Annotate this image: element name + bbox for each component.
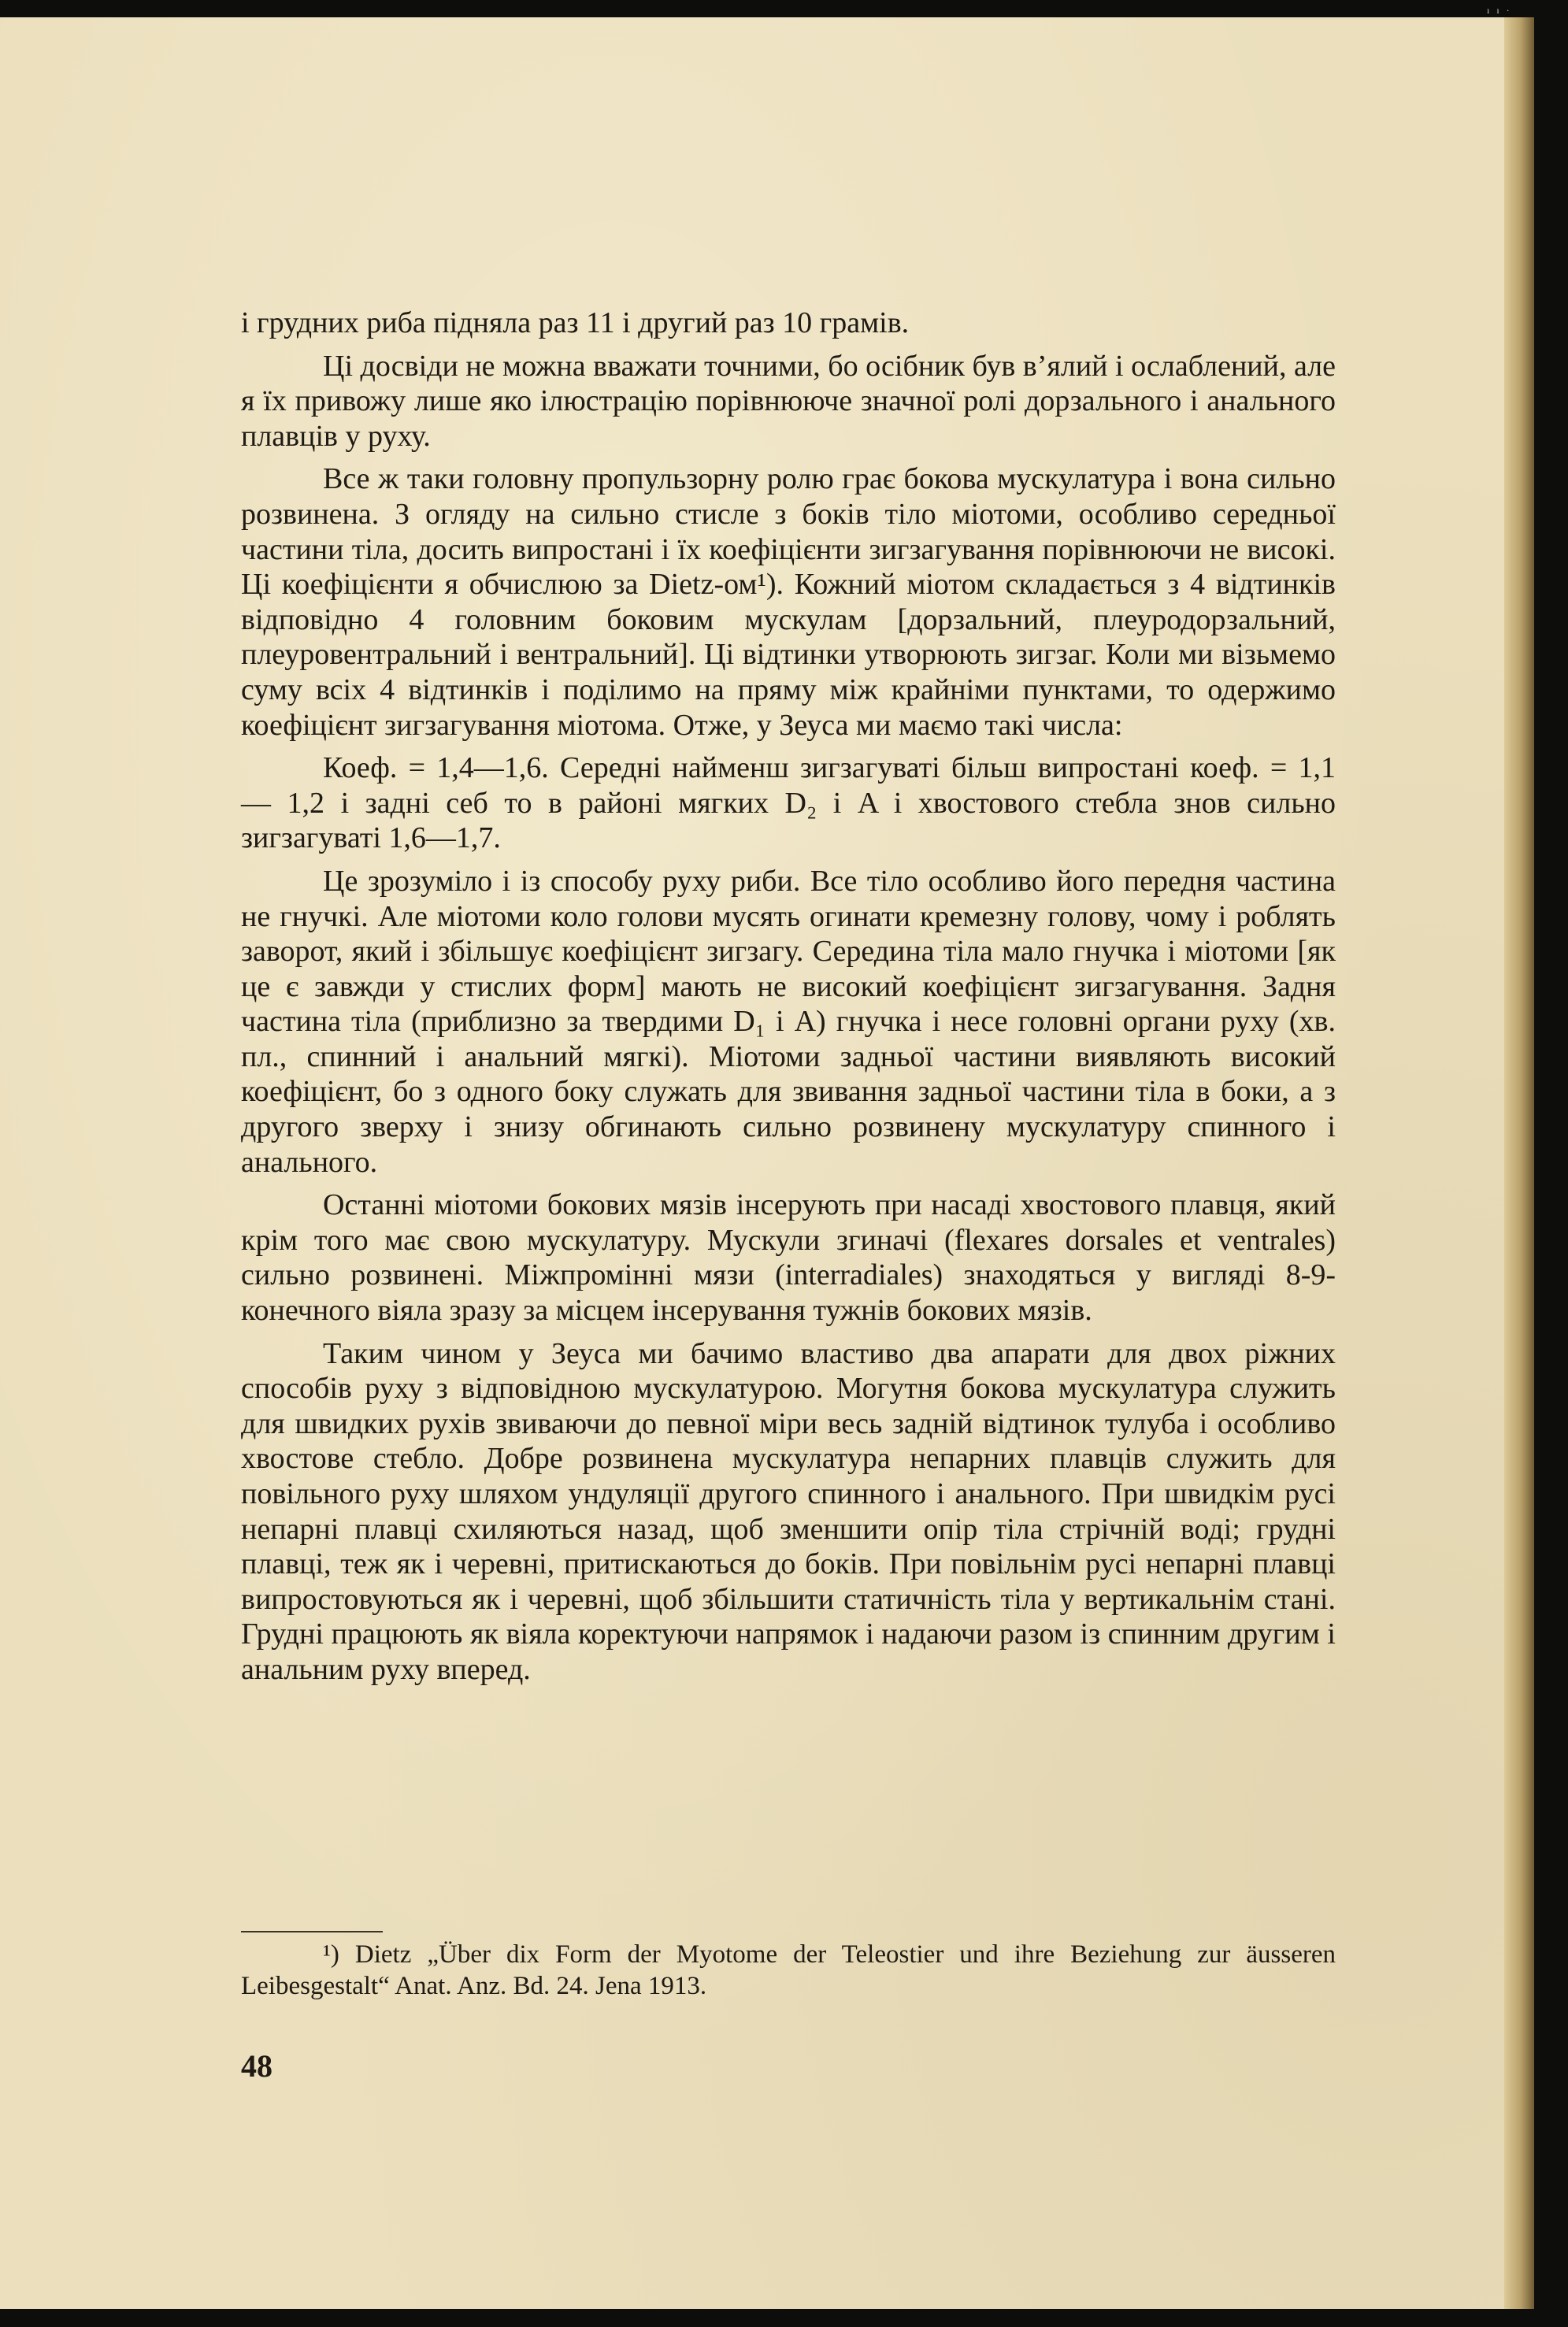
footnote: ¹) Dietz „Über dix Form der Myotome der Teleostier und ihre Beziehung zur äusseren Leibesgestalt“ Anat. Anz. Bd. 24. Jena 1913. bbox=[241, 1940, 1336, 2000]
body-text bbox=[241, 306, 1336, 1695]
page-number: 48 bbox=[241, 2048, 272, 2084]
paragraph-1: і грудних риба підняла раз 11 і другий раз 10 грамів. bbox=[241, 306, 910, 339]
footnote-rule bbox=[241, 1931, 383, 1932]
corner-marks: ı ı · bbox=[1487, 5, 1512, 16]
paragraph-2: Ці досвіди не можна вважати точними, бо осібник був в’ялий і ослаблений, але я їх привожу лише яко ілюстрацію порівнююче значної ролі дорзального і анального плавців у руху. bbox=[241, 349, 1336, 453]
paragraph-6: Останні міотоми бокових мязів інсерують при насаді хвостового плавця, який крім того має свою мускулатуру. Мускули згиначі (flexares dorsales et ventrales) сильно розвинені. Міжпромінні мязи (interradiales) знаходяться у вигляді 8-9-конечного віяла зразу за місцем інсерування тужнів бокових мязів. bbox=[241, 1188, 1336, 1328]
paragraph-3: Все ж таки головну пропульзорну ролю грає бокова мускулатура і вона сильно розвинена. З огляду на сильно стисле з боків тіло міотоми, особливо середньої частини тіла, досить випростані і їх коефіцієнти зигзагування порівнюючи не високі. Ці коефіцієнти я обчислюю за Dietz-ом¹). Кожний міотом складається з 4 відтинків відповідно 4 головним боковим мускулам [дорзальний, плеуродорзальний, плеуровентральний і вентральний]. Ці відтинки утворюють зигзаг. Коли ми візьмемо суму всіх 4 відтинків і поділимо на пряму між крайніми пунктами, то одержимо коефіцієнт зигзагування міотома. Отже, у Зеуса ми маємо такі числа: bbox=[241, 462, 1336, 742]
page-edge-shadow bbox=[1504, 17, 1534, 2309]
paragraph-4: Коеф. = 1,4—1,6. Середні найменш зигзагуваті більш випростані коеф. = 1,1 — 1,2 і задні себ то в районі мягких D₂ і A і хвостового стебла знов сильно зигзагуваті 1,6—1,7. bbox=[241, 751, 1336, 855]
paragraph-7: Таким чином у Зеуса ми бачимо властиво два апарати для двох ріжних способів руху з відповідною мускулатурою. Могутня бокова мускулатура служить для швидких рухів звиваючи до певної міри весь задній відтинок тулуба і особливо хвостове стебло. Добре розвинена мускулатура непарних плавців служить для повільного руху шляхом ундуляції другого спинного і анального. При швидкім русі непарні плавці схиляються назад, щоб зменшити опір тіла стрічній воді; грудні плавці, теж як і черевні, притискаються до боків. При повільнім русі непарні плавці випростовуються як і черевні, щоб збільшити статичність тіла у вертикальнім стані. Грудні працюють як віяла коректуючи напрямок і надаючи разом із спинним другим і анальним руху вперед. bbox=[241, 1336, 1336, 1686]
paragraph-5: Це зрозуміло і із способу руху риби. Все тіло особливо його передня частина не гнучкі. Але міотоми коло голови мусять огинати кремезну голову, чому і роблять заворот, який і збільшує коефіцієнт зигзагу. Середина тіла мало гнучка і міотоми [як це є завжди у стислих форм] мають не високий коефіцієнт зигзагування. Задня частина тіла (приблизно за твердими D₁ і A) гнучка і несе головні органи руху (хв. пл., спинний і анальний мягкі). Міотоми задньої частини виявляють високий коефіцієнт, бо з одного боку служать для звивання задньої частини тіла в боки, а з другого зверху і знизу обгинають сильно розвинену мускулатуру спинного і анального. bbox=[241, 864, 1336, 1179]
